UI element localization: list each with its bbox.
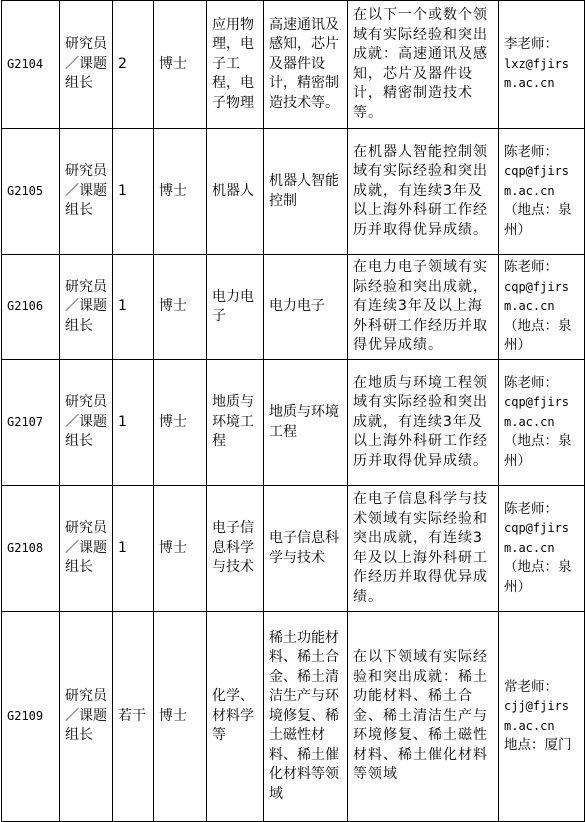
contact-email[interactable]: cqp@fjirsm.ac.cn [504, 164, 570, 198]
research-direction-cell: 高速通讯及感知，芯片及器件设计，精密制造技术等。 [264, 1, 348, 129]
table-row [2, 612, 585, 822]
position-title-cell: 研究员／课题组长 [60, 360, 113, 486]
position-title-cell: 研究员／课题组长 [60, 129, 113, 255]
position-code-cell: G2108 [2, 486, 60, 612]
requirement-cell: 在以下一个或数个领域有实际经验和突出成就：高速通讯及感知，芯片及器件设计，精密制造技术等。 [348, 1, 499, 129]
headcount-cell: 1 [113, 486, 154, 612]
requirement-cell: 在地质与环境工程领域有实际经验和突出成就，有连续3年及以上海外科研工作经历并取得优异成绩。 [348, 360, 499, 486]
degree-cell: 博士 [154, 1, 207, 129]
requirement-cell: 在电力电子领域有实际经验和突出成就，有连续3年及以上海外科研工作经历并取得优异成绩。 [348, 255, 499, 360]
position-title-cell: 研究员／课题组长 [60, 486, 113, 612]
research-direction-cell: 电力电子 [264, 255, 348, 360]
contact-cell [499, 360, 585, 486]
degree-cell: 博士 [154, 255, 207, 360]
contact-email[interactable]: cqp@fjirsm.ac.cn [504, 395, 570, 429]
contact-cell [499, 129, 585, 255]
table-row [2, 486, 585, 612]
position-title-cell: 研究员／课题组长 [60, 255, 113, 360]
contact-location: （地点：泉州） [504, 559, 572, 595]
research-direction-cell: 地质与环境工程 [264, 360, 348, 486]
degree-cell: 博士 [154, 486, 207, 612]
position-code-cell: G2106 [2, 255, 60, 360]
contact-cell [499, 255, 585, 360]
contact-location: （地点：泉州） [504, 202, 572, 238]
headcount-cell: 1 [113, 129, 154, 255]
headcount-cell: 1 [113, 255, 154, 360]
contact-cell [499, 1, 585, 129]
table-row [2, 255, 585, 360]
requirement-cell: 在以下领域有实际经验和突出成就：稀土功能材料、稀土合金、稀土清洁生产与环境修复、稀土磁性材料、稀土催化材料等领域 [348, 612, 499, 822]
contact-location: （地点：泉州） [504, 433, 572, 469]
contact-name: 陈老师： [504, 500, 558, 517]
table-body [2, 1, 585, 822]
contact-email[interactable]: cqp@fjirsm.ac.cn [504, 279, 570, 314]
research-direction-cell: 电子信息科学与技术 [264, 486, 348, 612]
table-row [2, 1, 585, 129]
contact-email[interactable]: cjj@fjirsm.ac.cn [504, 699, 570, 733]
headcount-cell: 1 [113, 360, 154, 486]
major-cell: 地质与环境工程 [207, 360, 264, 486]
position-code-cell: G2104 [2, 1, 60, 129]
contact-name: 李老师： [504, 36, 558, 53]
table-row [2, 129, 585, 255]
requirement-cell: 在机器人智能控制领域有实际经验和突出成就，有连续3年及以上海外科研工作经历并取得优异成绩。 [348, 129, 499, 255]
major-cell: 电子信息科学与技术 [207, 486, 264, 612]
major-cell: 应用物理，电子工程，电子物理 [207, 1, 264, 129]
major-cell: 电力电子 [207, 255, 264, 360]
major-cell: 化学、材料学等 [207, 612, 264, 822]
headcount-cell: 若干 [113, 612, 154, 822]
contact-name: 陈老师： [504, 374, 558, 391]
contact-name: 陈老师： [504, 143, 558, 160]
position-code-cell: G2109 [2, 612, 60, 822]
position-code-cell: G2107 [2, 360, 60, 486]
contact-email[interactable]: lxz@fjirsm.ac.cn [504, 56, 570, 91]
degree-cell: 博士 [154, 360, 207, 486]
contact-name: 陈老师： [504, 259, 558, 276]
major-cell: 机器人 [207, 129, 264, 255]
research-direction-cell: 机器人智能控制 [264, 129, 348, 255]
contact-name: 常老师： [504, 678, 558, 695]
contact-email[interactable]: cqp@fjirsm.ac.cn [504, 521, 570, 555]
research-direction-cell: 稀土功能材料、稀土合金、稀土清洁生产与环境修复、稀土磁性材料、稀土催化材料等领域 [264, 612, 348, 822]
degree-cell: 博士 [154, 612, 207, 822]
contact-cell [499, 486, 585, 612]
table-row [2, 360, 585, 486]
contact-cell [499, 612, 585, 822]
position-code-cell: G2105 [2, 129, 60, 255]
contact-location: （地点：泉州） [504, 317, 572, 354]
position-title-cell: 研究员／课题组长 [60, 612, 113, 822]
position-title-cell: 研究员／课题组长 [60, 1, 113, 129]
headcount-cell: 2 [113, 1, 154, 129]
degree-cell: 博士 [154, 129, 207, 255]
requirement-cell: 在电子信息科学与技术领域有实际经验和突出成就，有连续3年及以上海外科研工作经历并取得优异成绩。 [348, 486, 499, 612]
contact-location: 地点：厦门 [504, 737, 572, 753]
recruitment-table [1, 0, 585, 822]
